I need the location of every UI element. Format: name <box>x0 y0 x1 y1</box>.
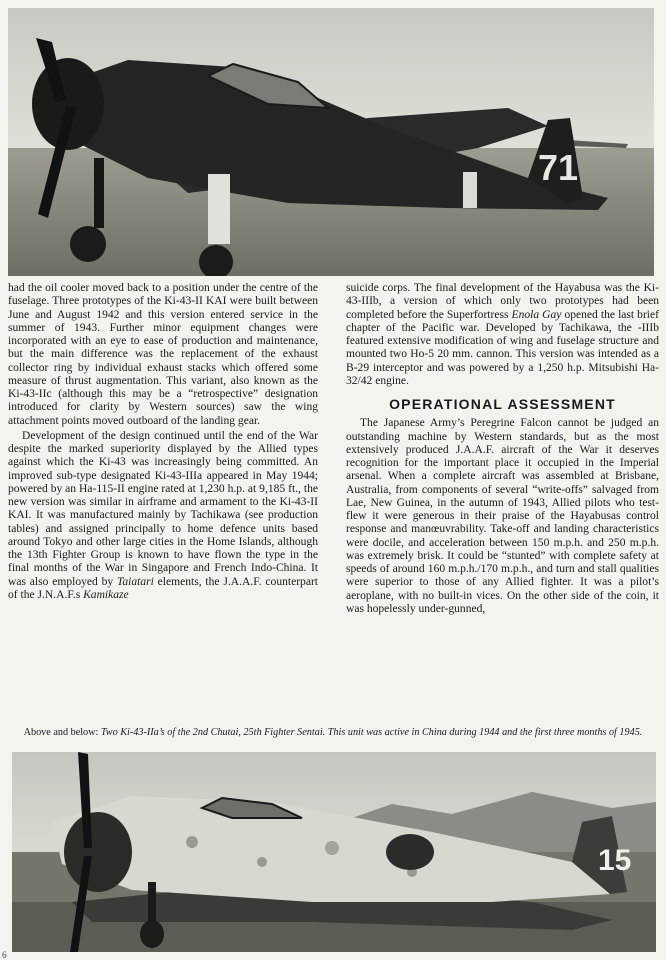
paragraph: The Japanese Army’s Peregrine Falcon cannot be judged an outstanding machine by Western standards, but as the most extensively produced J.A.A.F. aircraft of the War it deserves recognition for the important place it occupied in the Imperial arsenal. When a complete aircraft was assembled at Brisbane, Australia, from components of several “write-offs” salvaged from Lae, New Guinea, in the autumn of 1943, Allied pilots who test-flew it were generous in their praise of the Hayabusas control response and manœuvrability. Take-off and landing characteristics were docile, and acceleration between 150 m.p.h. and 250 m.p.h. was extremely brisk. It could be “stunted” with complete safety at speeds of around 160 m.p.h./170 m.p.h., and turn and stall qualities were superior to those of any Allied fighter. It was a pilot’s aeroplane, with no built-in vices. On the other side of the coin, it was hopelessly under-gunned, <box>346 417 659 615</box>
italic-term: Taiatari <box>117 575 154 588</box>
caption-lead: Above and below: <box>23 727 101 738</box>
paragraph-text: suicide corps. The final development of the Hayabusa was the Ki-43-IIIb, a version of which only two prototypes had been completed before the Superfortress <box>346 282 659 321</box>
paragraph-text: elements, the J.A.A.F. counterpart of the J.N.A.F.s <box>8 575 318 601</box>
aircraft-photo-top <box>8 8 654 276</box>
tail-number-bottom: 15 <box>598 844 632 877</box>
text-column-right <box>346 282 659 616</box>
aircraft-photo-bottom-icon <box>12 752 656 952</box>
aircraft-photo-bottom <box>12 752 656 952</box>
paragraph-text: Development of the design continued until the end of the War despite the marked superiority displayed by the Allied types against which the Ki-43 was increasingly being committed. An improved sub-type designated Ki-43-IIIa appeared in May 1944; powered by an Ha-115-II engine rated at 1,230 h.p. at 9,185 ft., the new version was similar in airframe and armament to the Ki-43-II KAI. It was manufactured mainly by Tachikawa (see production tables) and assigned principally to home defence units based around Tokyo and other large cities in the Home Islands, although the 13th Fighter Group is known to have flown the type in the final months of the War in Singapore and French Indo-China. It was also employed by <box>8 429 318 588</box>
paragraph: had the oil cooler moved back to a position under the centre of the fuselage. Three prototypes of the Ki-43-II KAI were built between June and August 1942 and this version entered service in the summer of 1943. Further minor equipment changes were incorporated with an eye to ease of production and maintenance, but the main difference was the replacement of the exhaust collector ring by individual exhaust stacks which offered some measure of thrust augmentation. This variant, also known as the Ki-43-IIc (although this may be a “retrospective” designation introduced for clarity by Western sources) saw the wing attachment points moved outboard of the landing gear. <box>8 282 318 427</box>
tail-number-top: 71 <box>538 147 579 188</box>
italic-term: Enola Gay <box>511 308 562 321</box>
aircraft-photo-top-icon <box>8 8 654 276</box>
paragraph <box>346 282 659 388</box>
text-column-left <box>8 282 318 602</box>
photo-caption <box>8 727 658 739</box>
section-heading: OPERATIONAL ASSESSMENT <box>389 396 616 412</box>
paragraph-text: opened the last brief chapter of the Pacific war. Developed by Tachikawa, the -IIIb featured extensive modification of wing and fuselage structure and mounted two Ho-5 20 mm. cannon. This version was intended as a B-29 interceptor and was powered by a 1,250 h.p. Mitsubishi Ha-32/42 engine. <box>346 308 659 387</box>
caption-text: Two Ki-43-IIa’s of the 2nd Chutai, 25th Fighter Sentai. This unit was active in China during 1944 and the first three months of 1945. <box>100 727 643 738</box>
italic-term: Kamikaze <box>83 588 129 601</box>
paragraph <box>8 430 318 602</box>
page-number: 6 <box>2 950 7 960</box>
